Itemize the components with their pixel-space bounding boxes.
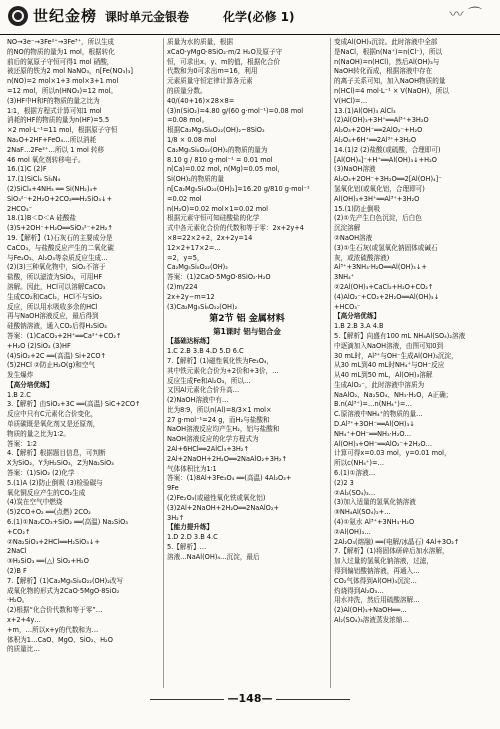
answer-line: +CO₂↑: [7, 527, 31, 536]
answer-line: 体积为1…CaO、MgO、SiO₂、H₂O: [7, 635, 113, 644]
column-divider: [163, 38, 164, 688]
answer-line: ③NH₄Al(SO₄)₂+…: [334, 508, 391, 517]
answer-line: n(NO)=2 mol×1+3 mol×3+1 mol: [7, 77, 119, 86]
answer-line: 答案：(1)8Al+3Fe₃O₄ ══(高温) 4Al₂O₃+: [167, 474, 292, 483]
answer-line: n(Ca)=0.02 mol, n(Mg)=0.05 mol，: [167, 165, 285, 174]
answer-line: B.n(Al³⁺)=…n(NH₄⁺)=…: [334, 400, 412, 409]
answer-line: ·H₂O。: [7, 596, 29, 605]
answer-column-right: [334, 38, 494, 686]
answer-line: 溶解。因此，HCl可以溶解CaCO₃: [7, 282, 106, 291]
answer-line: 【高分培优练】: [7, 380, 54, 389]
answer-line: 计算可得x=0.03 mol，y=0.01 mol，: [334, 449, 451, 458]
answer-line: 12×2+17×2=…: [167, 243, 221, 252]
answer-line: (2)Fe₂O₃(或磁性氧化铁或氧化铝): [167, 494, 266, 503]
answer-line: 【高分培优练】: [334, 312, 381, 321]
answer-line: Ca₂Mg₅Si₈O₂₂(OH)₂的物质的量为: [167, 145, 268, 154]
answer-line: 15.(1)防止倒吸: [334, 204, 381, 213]
subject-title: 化学(必修 1): [223, 10, 295, 24]
answer-line: 灼烧得到Al₂O₃…: [334, 586, 384, 595]
answer-line: 被还原的铁为2 mol NaNO₃，n[Fe(NO₃)₃]: [7, 67, 133, 76]
answer-line: ×8=22×2+2，2x+2y=14: [167, 233, 253, 242]
answer-line: (2)根据“化合价代数和等于零”…: [7, 606, 103, 615]
answer-line: ×2 mol·L⁻¹=11 mol，根据原子守恒: [7, 126, 118, 135]
answer-line: NaAlO₂、Na₂SO₄、NH₃·H₂O，A正确；: [334, 390, 453, 399]
answer-line: 溶液…NaAl(OH)₄…沉淀，最后: [167, 552, 260, 561]
answer-line: ②Al(OH)₃…: [334, 527, 371, 536]
answer-line: 6.(1)①溶液…: [334, 469, 376, 478]
answer-line: 1.D 2.D 3.B 4.C: [167, 533, 218, 542]
answer-line: (2)B F: [7, 567, 27, 576]
answer-line: (2)SiCl₄+4NH₃ ══ Si(NH₂)₄+: [7, 184, 98, 193]
answer-line: 答案：1∶2: [7, 439, 37, 448]
answer-line: (3)S+2OH⁻+H₂O══SiO₃²⁻+2H₂↑: [7, 224, 113, 233]
answer-line: 16.(1)C (2)F: [7, 165, 47, 174]
answer-line: (2)m/224: [167, 282, 198, 291]
answer-line: 气体体积比为1∶1: [167, 464, 217, 473]
answer-line: 得到偏铝酸钠溶液，再通入…: [334, 567, 420, 576]
answer-line: 反应生成Fe和Al₂O₃，所以…: [167, 376, 251, 385]
brand-title: 世纪金榜: [33, 7, 98, 25]
answer-line: 2Al+6HCl══2AlCl₃+3H₂↑: [167, 445, 250, 454]
answer-line: C.原溶液中NH₄⁺的物质的量…: [334, 410, 423, 419]
answer-line: CO₂气体得到Al(OH)₃沉淀…: [334, 576, 417, 585]
answer-line: 根据Ca₂Mg₅Si₈O₂₂(OH)₂~8SiO₂: [167, 126, 265, 135]
series-title: 课时单元金银卷: [105, 10, 190, 24]
answer-line: 式中各元素化合价的代数和等于零：2x+2y+4: [167, 224, 304, 233]
answer-line: 沉淀溶解: [334, 224, 361, 233]
answer-line: (5)2HCl ②防止H₂O(g)和空气: [7, 361, 96, 370]
answer-line: 的NO的物质的量为1 mol，根据转化: [7, 47, 115, 56]
answer-line: (2)①先产生白色沉淀，后白色: [334, 214, 422, 223]
answer-line: (3)加入适量的氢氧化钠溶液: [334, 498, 416, 507]
answer-line: 3.【解析】由SiO₂+3C ══(高温) SiC+2CO↑: [7, 400, 141, 409]
answer-line: 第2节 铝 金属材料: [209, 314, 285, 325]
answer-line: ②Na₂SiO₃+2HCl══H₂SiO₃↓+: [7, 537, 100, 546]
answer-line: (3)NaOH溶液: [334, 165, 376, 174]
answer-line: 氧化铜反应产生的CO₂生成: [7, 488, 86, 497]
answer-line: ②NaOH溶液: [334, 233, 373, 242]
answer-line: 元素质量守恒定律计算各元素: [167, 77, 253, 86]
answer-line: (4)AlO₂⁻+CO₂+2H₂O══Al(OH)₃↓: [334, 292, 440, 301]
page-footer: [0, 692, 500, 705]
answer-line: 9Fe: [167, 484, 179, 493]
answer-line: =0.08 mol。: [167, 116, 209, 125]
answer-line: +m，…所以x+y的代数和为…: [7, 625, 99, 634]
answer-line: 物质的量之比为1∶2。: [7, 429, 70, 438]
answer-line: 4.【解析】根据题目信息，可判断: [7, 449, 106, 458]
answer-line: 再与NaOH溶液反应，最后得到: [7, 312, 99, 321]
answer-line: 46 mol 氧化剂转移电子。: [7, 155, 85, 164]
answer-line: 从40 mL到50 mL，Al(OH)₃溶解: [334, 371, 433, 380]
answer-line: (2)Al(OH)₃+3H⁺══Al³⁺+3H₂O: [334, 116, 429, 125]
answer-line: 反应，所以用水吸收多余的HCl: [7, 302, 98, 311]
answer-line: 的质量分数。: [167, 86, 207, 95]
answer-line: (2)NaOH溶液中有…: [167, 396, 229, 405]
answer-line: [Al(OH)₄]⁻+H⁺══Al(OH)₃↓+H₂O: [334, 155, 437, 164]
answer-line: (4)①氨水 Al³⁺+3NH₃·H₂O: [334, 518, 415, 527]
answer-line: ③H₂SiO₃ ══(△) SiO₂+H₂O: [7, 557, 89, 566]
answer-line: 7.【解析】(1)磁性氧化铁为Fe₃O₄，: [167, 356, 274, 365]
answer-line: 前后的氮原子守恒可得1 mol 硝酸，: [7, 57, 114, 66]
answer-line: 40/(40+16)×28×8=: [167, 96, 235, 105]
answer-line: 3NH₄⁺: [334, 273, 355, 282]
answer-line: x+2+4y…: [7, 616, 41, 625]
answer-line: +HCO₃⁻: [334, 302, 361, 311]
answer-line: Al³⁺+3NH₃·H₂O══Al(OH)₃↓+: [334, 263, 427, 272]
answer-line: 根据元素守恒可知硅酸盐的化学: [167, 214, 260, 223]
answer-line: 氢氧化铝(或氧化铝，合理即可): [334, 184, 425, 193]
answer-line: 7.【解析】(1)Ca₂Mg₅Si₈O₂₂(OH)₂改写: [7, 576, 124, 585]
answer-line: 答案：(1)2CaO·5MgO·8SiO₂·H₂O: [167, 273, 271, 282]
answer-line: 变成Al(OH)₃沉淀。此时溶液中全部: [334, 38, 438, 46]
answer-line: Al₂O₃+6H⁺══2Al³⁺+3H₂O: [334, 135, 417, 144]
answer-line: NaOH转化而成，根据溶液中存在: [334, 67, 433, 76]
answer-line: Ca₂Mg₅Si₈O₂₂(OH)₂: [167, 263, 228, 272]
answer-line: 的离子关系可知，加入NaOH物质的量: [334, 77, 446, 86]
answer-line: CaCO₃，与盐酸反应产生的二氧化碳: [7, 243, 114, 252]
answer-line: Al(OH)₃+3H⁺══Al³⁺+3H₂O: [334, 194, 420, 203]
answer-line: =0.02 mol: [167, 194, 202, 203]
answer-line: 2NaCl: [7, 547, 27, 556]
answer-line: Si(OH)₂的物质的量: [167, 175, 224, 184]
answer-line: (2)2 3: [334, 478, 354, 487]
answer-line: 发生爆炸: [7, 371, 34, 380]
answer-line: 生成AlO₂⁻，此时溶液中溶质为: [334, 380, 425, 389]
answer-line: 生成CO₂和CaCl₂，HCl不与SiO₂: [7, 292, 102, 301]
answer-line: 恒，可求出x、y、m的值，根据化合价: [167, 57, 281, 66]
answer-line: Al₂(SO₄)₃溶液蒸发浓缩…: [334, 616, 409, 625]
answer-line: (3)①生石灰(或氢氧化钠固体或碱石: [334, 243, 438, 252]
answer-line: (3)Ca₂Mg₅Si₈O₂₂(OH)₂: [167, 302, 238, 311]
answer-line: 8.10 g / 810 g·mol⁻¹ = 0.01 mol: [167, 155, 273, 164]
answer-line: 【能力提升练】: [167, 523, 214, 532]
answer-line: (4)SiO₂+2C ══(高温) Si+2CO↑: [7, 351, 107, 360]
answer-line: (5)2CO+O₂ ══(点燃) 2CO₂: [7, 508, 91, 517]
answer-line: 答案：(1)CaCO₃+2H⁺══Ca²⁺+CO₂↑: [7, 331, 122, 340]
answer-line: (3)n(SiO₂)=4.80 g/(60 g·mol⁻¹)=0.08 mol: [167, 106, 304, 115]
answer-line: SiO₃²⁻+2H₂O+2CO₂══H₂SiO₃↓+: [7, 194, 113, 203]
answer-line: 第1课时 铝与铝合金: [213, 327, 281, 337]
answer-line: 2NaF…2Fe²⁺…所以 1 mol 转移: [7, 145, 105, 154]
answer-line: 27 g·mol⁻¹=24 g，而H₂与盐酸和: [167, 415, 270, 424]
answer-line: 13.(1)Al(OH)₃ AlCl₃: [334, 106, 396, 115]
answer-line: 是NaCl，根据n(Na⁺)=n(Cl⁻)，所以: [334, 47, 443, 56]
answer-line: 质量为水的质量，根据: [167, 38, 233, 46]
answer-line: 反应中只有C元素化合价变化，: [7, 410, 98, 419]
answer-line: =12 mol，所以n(HNO₃)=12 mol。: [7, 86, 118, 95]
answer-line: 30 mL时，Al³⁺与OH⁻生成Al(OH)₃沉淀，: [334, 351, 458, 360]
answer-line: (2)(3)三种氧化物中，SiO₂不溶于: [7, 263, 106, 272]
answer-line: 7.【解析】(1)将固体研碎后加水溶解，: [334, 547, 449, 556]
answer-line: 18.(1)B＜D＜A 硅酸盐: [7, 214, 77, 223]
answer-line: 2Al₂O₃(熔融) ══(电解/冰晶石) 4Al+3O₂↑: [334, 537, 460, 546]
answer-line: 成氧化物的形式为2CaO·5MgO·8SiO₂: [7, 586, 120, 595]
answer-line: 2HCO₃⁻: [7, 204, 33, 213]
answer-line: D.Al³⁺+3OH⁻══Al(OH)₃↓: [334, 420, 415, 429]
answer-line: 灰，或浓硫酸溶液): [334, 253, 390, 262]
answer-line: 答案：(1)SiO₂ (2)化学: [7, 469, 75, 478]
answer-line: 14.(1)2 (2)盐酸(或硫酸，合理即可): [334, 145, 441, 154]
answer-line: NaOH溶液反应均产生H₂，铝与盐酸和: [167, 425, 280, 434]
brand-logo-icon: [8, 6, 28, 26]
answer-line: 5.【解析】…: [167, 543, 207, 552]
answer-line: n(NaOH)=n(HCl)，然后Al(OH)₃与: [334, 57, 440, 66]
answer-line: 5.(1)A (2)防止倒吸 (3)检验碳与: [7, 478, 103, 487]
answer-line: 1.B 2.B 3.A 4.B: [334, 322, 384, 331]
answer-line: 单质碳既是氧化剂又是还原剂，: [7, 420, 100, 429]
answer-line: 6.(1)①Na₂CO₃+SiO₂ ══(高温) Na₂SiO₃: [7, 518, 128, 527]
answer-line: V(HCl)=…: [334, 96, 368, 105]
answer-line: 用水冲洗，然后用硫酸溶解…: [334, 596, 420, 605]
page-header: [0, 0, 500, 35]
answer-line: NaOH溶液反应的化学方程式为: [167, 435, 259, 444]
answer-line: Al₂O₃+2OH⁻══2AlO₂⁻+H₂O: [334, 126, 423, 135]
answer-line: n(HCl)=4 mol·L⁻¹ × V(NaOH)，所以: [334, 86, 449, 95]
answer-line: Al(OH)₃+OH⁻══AlO₂⁻+2H₂O…: [334, 439, 433, 448]
answer-line: 消耗的HF的物质的量为n(HF)=5.5: [7, 116, 110, 125]
answer-line: 代数和为0可求出m=16，利用: [167, 67, 258, 76]
answer-line: xCaO·yMgO·8SiO₂·m/2 H₂O及原子守: [167, 47, 283, 56]
answer-line: Na₂O+2HF+FeO₄…所以消耗: [7, 135, 97, 144]
answer-line: 3H₂↑: [167, 513, 185, 522]
answer-line: ②2Al(OH)₃+CaCl₂+H₂O+CO₂↑: [334, 282, 434, 291]
answer-line: 的质量比…: [7, 645, 40, 654]
answer-line: NO→3e⁻→3Fe²⁺→3Fe³⁺，所以生成: [7, 38, 115, 46]
answer-line: 硅酸钠溶液，通入CO₂后得H₂SiO₃: [7, 322, 107, 331]
answer-line: 1.B 2.C: [7, 390, 31, 399]
answer-column-left: [7, 38, 160, 686]
answer-line: Al₂O₃+2OH⁻+3H₂O══2[Al(OH)₄]⁻: [334, 175, 442, 184]
answer-line: 与Fe₂O₃、Al₂O₃等杂质反应生成…: [7, 253, 108, 262]
answer-line: 1.C 2.B 3.B 4.D 5.D 6.C: [167, 347, 244, 356]
answer-column-middle: [167, 38, 327, 686]
answer-line: 比为8∶9，所以n(Al)=8/3×1 mol×: [167, 405, 272, 414]
answer-line: 盐酸，所以滤渣为SiO₂，可用HF: [7, 273, 103, 282]
answer-line: (4)炭在空气中燃烧: [7, 498, 63, 507]
answer-line: 所以c(NH₄⁺)=…: [334, 459, 385, 468]
answer-line: =2，y=5，: [167, 253, 204, 262]
answer-line: 中逐滴加入NaOH溶液，由图可知0到: [334, 341, 444, 350]
page-number: —148—: [224, 692, 277, 705]
answer-line: (3)2Al+2NaOH+2H₂O══2NaAlO₂+: [167, 503, 280, 512]
answer-line: 17.(1)SiCl₄ Si₃N₄: [7, 175, 61, 184]
answer-line: 1∶1，根据方程式计算可知1 mol: [7, 106, 102, 115]
answer-line: X为SiO₂，Y为H₂SiO₃，Z为Na₂SiO₃: [7, 459, 114, 468]
answer-line: n[Ca₂Mg₅Si₈O₂₂(OH)₂]=16.20 g/810 g·mol⁻¹: [167, 184, 310, 193]
answer-line: +H₂O (2)SiO₂ (3)HF: [7, 341, 71, 350]
answer-line: n(H₂O)=0.02 mol×1=0.02 mol: [167, 204, 269, 213]
answer-line: 2Al+2NaOH+2H₂O══2NaAlO₂+3H₂↑: [167, 454, 288, 463]
answer-line: 其中铁元素化合价为+2价和+3价，…: [167, 366, 279, 375]
answer-line: 从30 mL到40 mL时NH₄⁺与OH⁻反应: [334, 361, 445, 370]
birds-icon: 〰 ⌒: [449, 7, 482, 23]
column-divider: [330, 38, 331, 688]
answer-line: NH₄⁺+OH⁻══NH₃·H₂O…: [334, 429, 412, 438]
answer-line: 2x+2y−m=12: [167, 292, 215, 301]
answer-line: 19.【解析】(1)石灰石的主要成分是: [7, 233, 113, 242]
answer-line: 加入过量的氢氧化钠溶液，过滤，: [334, 557, 433, 566]
answer-line: 【基础达标练】: [167, 337, 214, 346]
answer-line: ②Al₂(SO₄)₃…: [334, 488, 376, 497]
answer-line: 1/8 × 0.08 mol: [167, 135, 217, 144]
answer-line: (3)HF中H和F的物质的量之比为: [7, 96, 100, 105]
answer-line: (2)Al(OH)₃+NaOH══…: [334, 606, 407, 615]
answer-line: 5.【解析】向盛有100 mL NH₄Al(SO₄)₂溶液: [334, 331, 466, 340]
answer-line: 又因Al元素化合价升高…: [167, 386, 240, 395]
